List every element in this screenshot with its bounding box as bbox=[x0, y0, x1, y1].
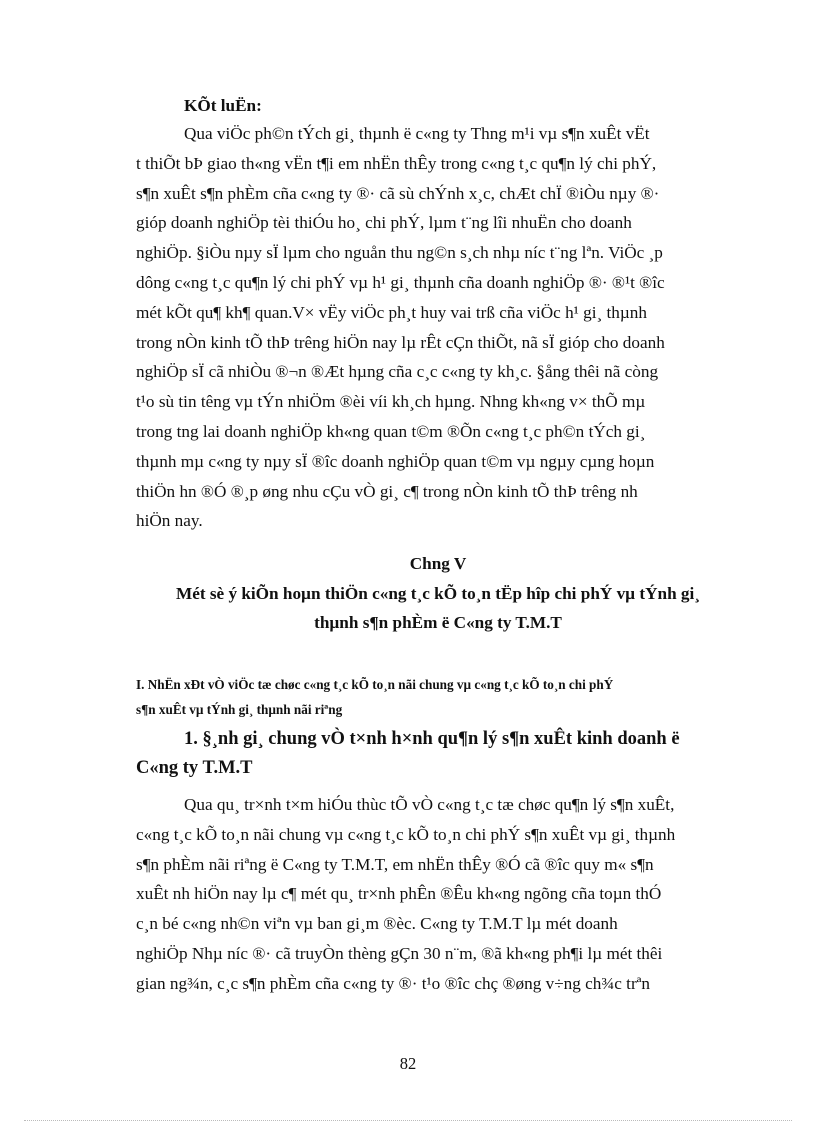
section-heading-1 bbox=[136, 672, 740, 722]
paragraph-line: trong nÒn kinh tÕ thÞ trêng hiÖn nay lµ rÊt cÇn thiÕt, nã sÏ gióp cho doanh bbox=[136, 332, 665, 352]
paragraph-line: nghiÖp. §iÒu nµy sÏ lµm cho nguån thu ng©n s¸ch nhµ níc t¨ng lªn. ViÖc ¸p bbox=[136, 243, 663, 263]
paragraph-line: c¸n bé c«ng nh©n viªn vµ ban gi¸m ®èc. C«ng ty T.M.T lµ mét doanh bbox=[136, 914, 618, 934]
paragraph-line: gióp doanh nghiÖp tèi thiÓu ho¸ chi phÝ, lµm t¨ng lîi nhuËn cho doanh bbox=[136, 213, 632, 233]
section-heading-1-line-2: s¶n xuÊt vµ tÝnh gi¸ thµnh nãi riªng bbox=[136, 702, 343, 717]
paragraph-line: Qua viÖc ph©n tÝch gi¸ thµnh ë c«ng ty Thng m¹i vµ s¶n xuÊt vËt bbox=[184, 124, 650, 143]
paragraph-line: nghiÖp sÏ cã nhiÒu ®¬n ®Æt hµng cña c¸c c«ng ty kh¸c. §ång thêi nã còng bbox=[136, 362, 659, 382]
paragraph-line: gian ng¾n, c¸c s¶n phÈm cña c«ng ty ®· t¹o ®îc chç ®øng v÷ng ch¾c trªn bbox=[136, 973, 650, 993]
subsection-heading bbox=[136, 725, 740, 783]
paragraph-line: thµnh mµ c«ng ty nµy sÏ ®îc doanh nghiÖp quan t©m vµ ngµy cµng hoµn bbox=[136, 451, 655, 471]
chapter-title-line-1: Mét sè ý kiÕn hoµn thiÖn c«ng t¸c kÕ to¸n tËp hîp chi phÝ vµ tÝnh gi¸ bbox=[175, 584, 701, 603]
paragraph-line: xuÊt nh hiÖn nay lµ c¶ mét qu¸ tr×nh phÊn ®Êu kh«ng ngõng cña toµn thÓ bbox=[136, 884, 662, 904]
paragraph-line: trong tng lai doanh nghiÖp kh«ng quan t©m ®Õn c«ng t¸c ph©n tÝch gi¸ bbox=[136, 421, 646, 441]
paragraph-line: c«ng t¸c kÕ to¸n nãi chung vµ c«ng t¸c kÕ to¸n chi phÝ s¶n xuÊt vµ gi¸ thµnh bbox=[136, 824, 676, 844]
paragraph-line: s¶n phÈm nãi riªng ë C«ng ty T.M.T, em nhËn thÊy ®Ó cã ®îc quy m« s¶n bbox=[136, 854, 654, 874]
chapter-title-line-2: thµnh s¶n phÈm ë C«ng ty T.M.T bbox=[314, 613, 562, 632]
page-bottom-divider bbox=[24, 1120, 792, 1121]
paragraph-line: mét kÕt qu¶ kh¶ quan.V× vËy viÖc ph¸t huy vai trß cña viÖc h¹ gi¸ thµnh bbox=[136, 302, 647, 322]
subsection-heading-line-1: 1. §¸nh gi¸ chung vÒ t×nh h×nh qu¶n lý s¶n xuÊt kinh doanh ë bbox=[184, 729, 680, 749]
subsection-heading-line-2: C«ng ty T.M.T bbox=[136, 758, 253, 778]
paragraph-line: thiÖn hn ®Ó ®¸p øng nhu cÇu vÒ gi¸ c¶ trong nÒn kinh tÕ thÞ trêng nh bbox=[136, 481, 638, 501]
body-paragraph bbox=[136, 790, 740, 999]
section-heading-1-line-1: I. NhËn xÐt vÒ viÖc tæ chøc c«ng t¸c kÕ to¸n nãi chung vµ c«ng t¸c kÕ to¸n chi phÝ bbox=[136, 677, 614, 692]
conclusion-paragraph bbox=[136, 119, 740, 536]
paragraph-line: hiÖn nay. bbox=[136, 511, 203, 531]
paragraph-line: t¹o sù tin têng vµ tÝn nhiÖm ®èi víi kh¸ch hµng. Nhng kh«ng v× thÕ mµ bbox=[136, 392, 646, 412]
page-number: 82 bbox=[399, 1054, 417, 1073]
chapter-number: Chng V bbox=[409, 554, 467, 573]
paragraph-line: s¶n xuÊt s¶n phÈm cña c«ng ty ®· cã sù chÝnh x¸c, chÆt chÏ ®iÒu nµy ®· bbox=[136, 183, 660, 203]
conclusion-heading: KÕt luËn: bbox=[184, 96, 262, 115]
paragraph-line: Qua qu¸ tr×nh t×m hiÓu thùc tÕ vÒ c«ng t¸c tæ chøc qu¶n lý s¶n xuÊt, bbox=[184, 795, 675, 814]
paragraph-line: t thiÕt bÞ giao th«ng vËn t¶i em nhËn thÊy trong c«ng t¸c qu¶n lý chi phÝ, bbox=[136, 153, 657, 173]
paragraph-line: dông c«ng t¸c qu¶n lý chi phÝ vµ h¹ gi¸ thµnh cña doanh nghiÖp ®· ®¹t ®îc bbox=[136, 272, 665, 292]
paragraph-line: nghiÖp Nhµ níc ®· cã truyÒn thèng gÇn 30 n¨m, ®ã kh«ng ph¶i lµ mét thêi bbox=[136, 943, 663, 963]
